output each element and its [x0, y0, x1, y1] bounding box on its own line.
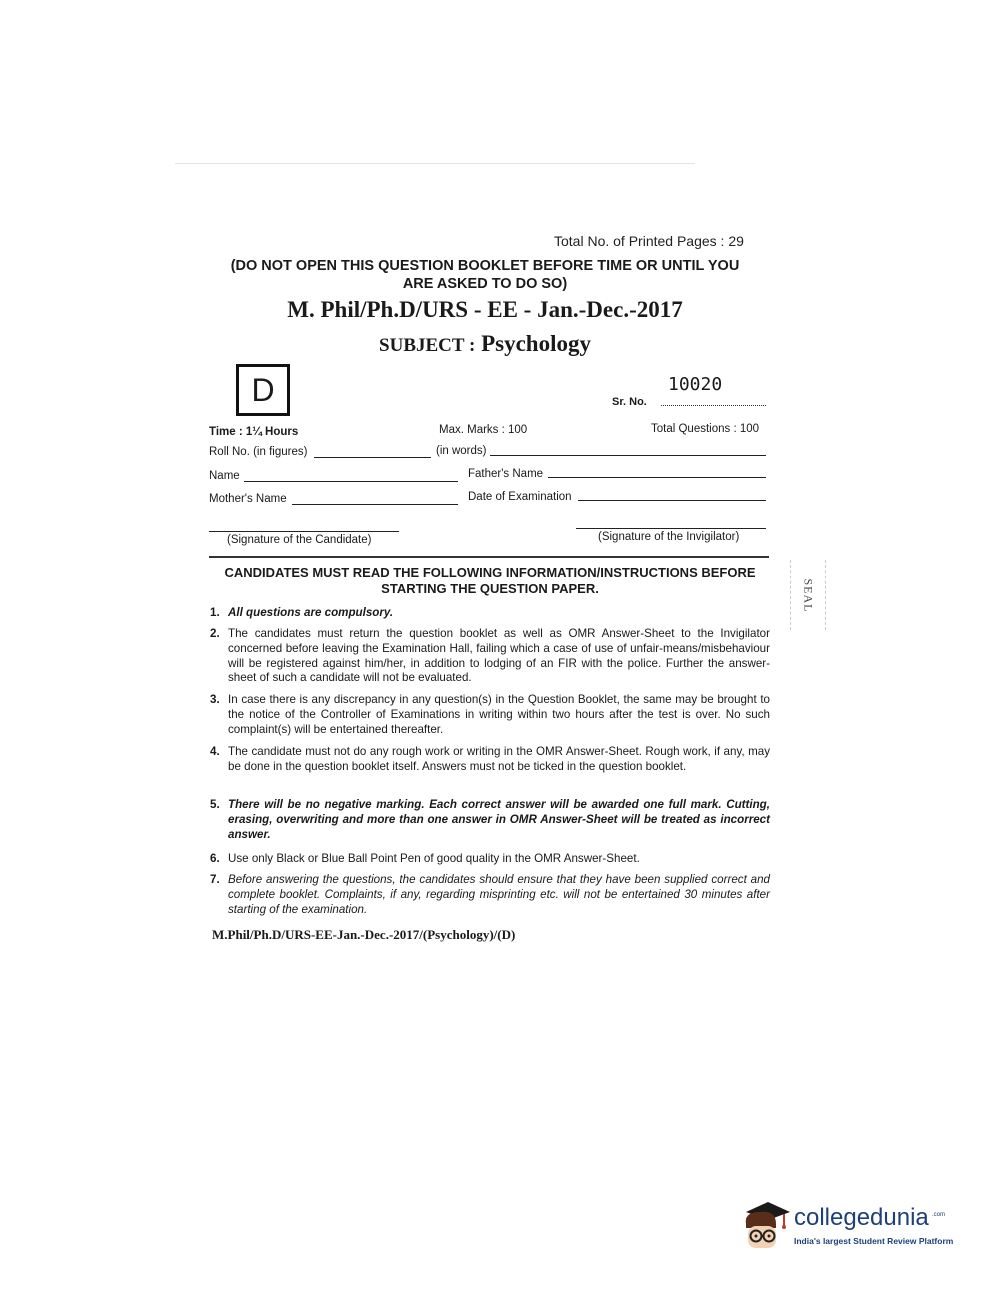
instruction-text: There will be no negative marking. Each correct answer will be awarded one full mark. Cutting, erasing, overwriting and more than one answer in OMR Answer-Sheet will be treated as incorrect answer.: [228, 798, 770, 841]
instructions-heading-line-1: CANDIDATES MUST READ THE FOLLOWING INFORMATION/INSTRUCTIONS BEFORE: [224, 565, 756, 580]
exam-title: M. Phil/Ph.D/URS - EE - Jan.-Dec.-2017: [287, 297, 683, 322]
mother-name-label: Mother's Name: [209, 493, 287, 505]
invigilator-signature-line[interactable]: [576, 528, 766, 529]
roll-figures-label: Roll No. (in figures): [209, 446, 308, 458]
max-marks-text: Max. Marks : 100: [439, 424, 528, 436]
candidate-signature-label: (Signature of the Candidate): [227, 534, 372, 546]
father-name-label: Father's Name: [468, 468, 544, 480]
serial-dotted-line: [661, 398, 766, 406]
logo-brand: collegedunia: [794, 1204, 929, 1231]
instruction-text: In case there is any discrepancy in any question(s) in the Question Booklet, the same may be brought to the notice of the Controller of Examinations in writing within two hours after the test is over. No such complaint(s) will be entertained thereafter.: [228, 693, 770, 736]
instructions-heading-line-2: STARTING THE QUESTION PAPER.: [381, 581, 599, 596]
instruction-number: 2.: [210, 627, 220, 640]
subject-heading: [205, 331, 765, 357]
name-label: Name: [209, 470, 240, 482]
instruction-number: 3.: [210, 693, 220, 706]
instruction-text: The candidate must not do any rough work or writing in the OMR Answer-Sheet. Rough work, if any, may be done in the question booklet itself. Answers must not be ticked in the question booklet.: [228, 745, 770, 773]
instruction-text: The candidates must return the question booklet as well as OMR Answer-Sheet to the Invigilator concerned before leaving the Examination Hall, failing which a case of use of unfair-means/misbehaviour will be registered against him/her, in addition to lodging of an FIR with the police. Further the answer-sheet of such a candidate will not be evaluated.: [228, 627, 770, 685]
collegedunia-logo: [738, 1198, 963, 1258]
exam-date-label: Date of Examination: [468, 491, 572, 503]
printed-pages-count: Total No. of Printed Pages : 29: [554, 233, 744, 249]
candidate-signature-line[interactable]: [209, 531, 399, 532]
invigilator-signature-label: (Signature of the Invigilator): [598, 531, 740, 543]
instruction-item: [210, 852, 770, 867]
booklet-footer-code: M.Phil/Ph.D/URS-EE-Jan.-Dec.-2017/(Psychology)/(D): [212, 927, 516, 942]
booklet-set-code: D: [236, 364, 290, 416]
instruction-number: 7.: [210, 873, 220, 886]
instruction-item: [210, 627, 770, 686]
max-marks: [439, 424, 527, 436]
subject-value: Psychology: [481, 331, 591, 356]
instruction-item: [210, 693, 770, 737]
mother-name-field[interactable]: [292, 504, 458, 505]
seal-area: [790, 560, 826, 630]
instruction-item: [210, 745, 770, 775]
total-questions: Total Questions : 100: [651, 423, 760, 435]
subject-label: SUBJECT :: [379, 335, 476, 356]
name-field[interactable]: [244, 481, 458, 482]
warning-line-1: (DO NOT OPEN THIS QUESTION BOOKLET BEFORE TIME OR UNTIL YOU: [230, 258, 740, 274]
instruction-item: [210, 606, 770, 621]
seal-text: SEAL: [801, 578, 816, 612]
instruction-item: [210, 798, 770, 842]
mascot-icon: [738, 1198, 792, 1256]
instruction-number: 1.: [210, 606, 220, 619]
logo-tagline: India's largest Student Review Platform: [794, 1236, 954, 1246]
instruction-number: 5.: [210, 798, 220, 811]
serial-label: Sr. No.: [612, 396, 647, 408]
instructions-heading: [210, 565, 770, 597]
roll-words-field[interactable]: [490, 455, 766, 456]
exam-date-field[interactable]: [578, 500, 766, 501]
instruction-item: [210, 873, 770, 917]
section-divider: [209, 556, 769, 558]
roll-words-label: (in words): [436, 445, 487, 457]
logo-com: .com: [932, 1212, 946, 1218]
scan-artifact-line: [175, 163, 695, 164]
instruction-number: 6.: [210, 852, 220, 865]
instruction-text: Before answering the questions, the candidates should ensure that they have been supplied correct and complete booklet. Complaints, if any, regarding misprinting etc. will not be entertained 30 minutes after starting of the examination.: [228, 873, 770, 916]
time-allowed: Time : 1¼ Hours: [209, 426, 299, 438]
roll-figures-field[interactable]: [314, 457, 431, 458]
instruction-text: Use only Black or Blue Ball Point Pen of good quality in the OMR Answer-Sheet.: [228, 852, 640, 865]
instruction-number: 4.: [210, 745, 220, 758]
serial-number: 10020: [668, 374, 723, 395]
father-name-field[interactable]: [548, 477, 766, 478]
warning-line-2: ARE ASKED TO DO SO): [402, 276, 568, 292]
instruction-text: All questions are compulsory.: [228, 606, 394, 619]
do-not-open-warning: [205, 257, 765, 293]
